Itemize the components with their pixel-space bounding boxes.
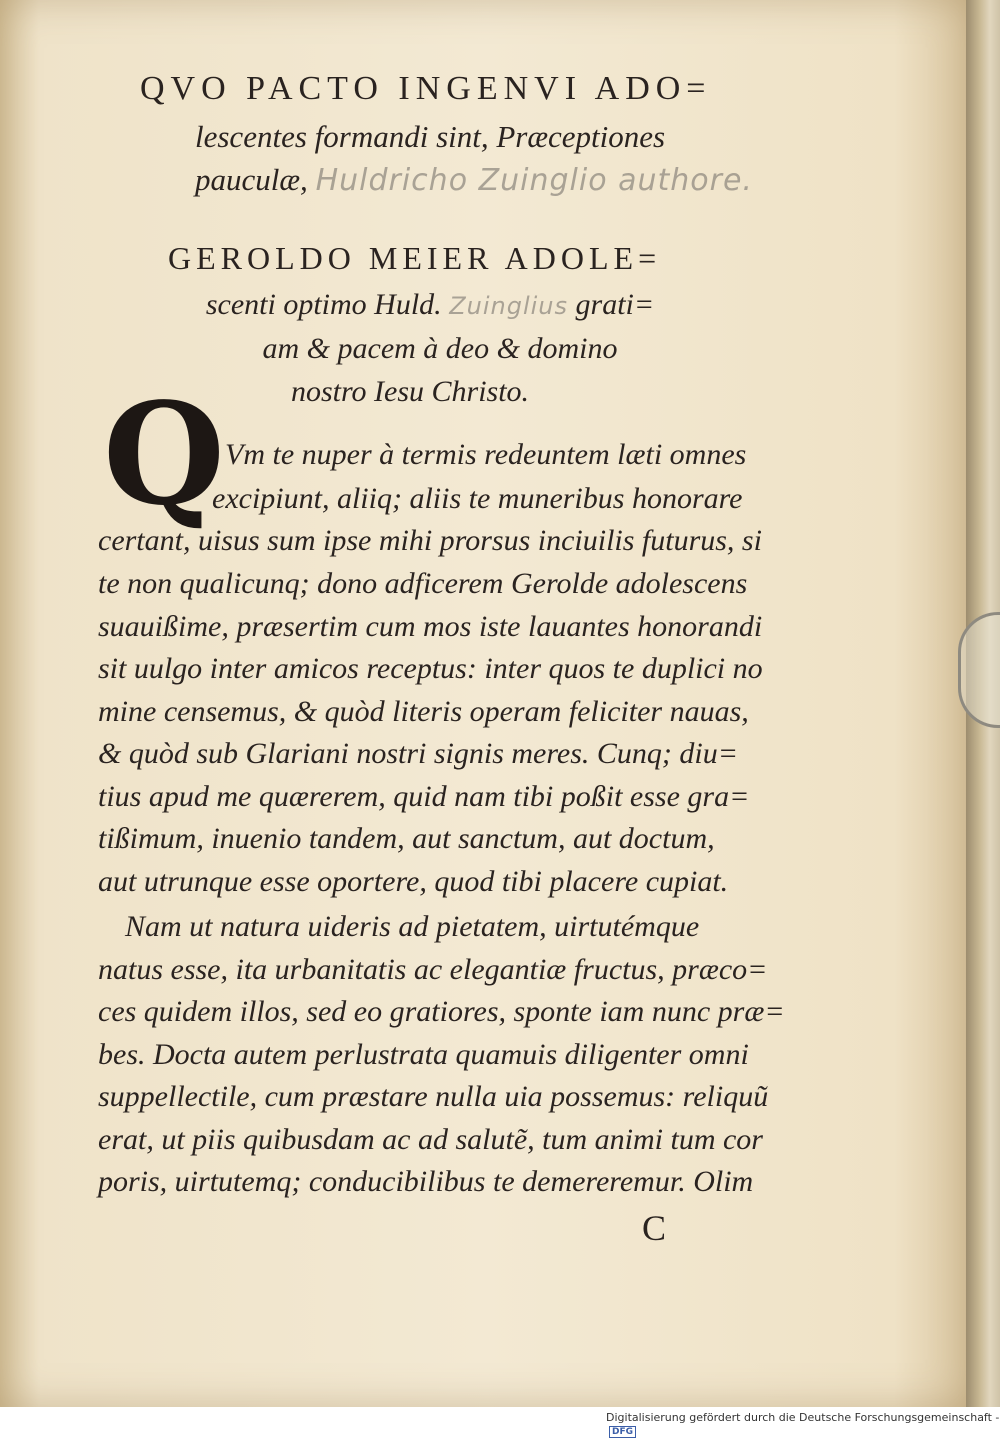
title-line-2: lescentes formandi sint, Præceptiones <box>195 119 666 154</box>
title-line-3-text: pauculæ, <box>195 162 308 197</box>
title-line-3 <box>195 158 755 202</box>
body-line: aut utrunque esse oportere, quod tibi placere cupiat. <box>98 865 729 898</box>
body-line: suppellectile, cum præstare nulla uia possemus: reliquũ <box>98 1080 769 1113</box>
body-line: certant, uisus sum ipse mihi prorsus inciuilis futurus, si <box>98 524 762 557</box>
body-line: natus esse, ita urbanitatis ac elegantiæ fructus, præco= <box>98 953 768 986</box>
body-line: excipiunt, aliiq; aliis te muneribus honorare <box>212 482 743 515</box>
body-line: te non qualicunq; dono adficerem Gerolde adolescens <box>98 567 748 600</box>
footer-text: Digitalisierung gefördert durch die Deutsche Forschungsgemeinschaft - <box>606 1411 1000 1424</box>
dedication-line-2b: grati= <box>575 288 655 321</box>
body-line: sit uulgo inter amicos receptus: inter quos te duplici no <box>98 652 763 685</box>
footer <box>606 1411 1000 1438</box>
body-line: bes. Docta autem perlustrata quamuis diligenter omni <box>98 1038 749 1071</box>
dedication-line-1: GEROLDO MEIER ADOLE= <box>168 240 662 276</box>
handwritten-annotation: Huldricho Zuinglio authore. <box>315 163 753 198</box>
dedication-line-3: am & pacem à deo & domino <box>262 332 618 365</box>
dfg-logo: DFG <box>609 1426 636 1438</box>
dedication-handwritten: Zuinglius <box>449 292 569 320</box>
title-block <box>195 115 755 202</box>
drop-cap-initial: Q <box>103 373 225 537</box>
body-line: tißimum, inuenio tandem, aut sanctum, aut doctum, <box>98 822 715 855</box>
body-line: suauißime, præsertim cum mos iste lauantes honorandi <box>98 610 763 643</box>
body-line: erat, ut piis quibusdam ac ad salutẽ, tum animi tum cor <box>98 1123 763 1156</box>
body-line: Nam ut natura uideris ad pietatem, uirtutémque <box>125 910 700 943</box>
title-line-1: QVO PACTO INGENVI ADO= <box>140 70 712 107</box>
signature-mark: C <box>642 1208 667 1248</box>
dedication-line-4: nostro Iesu Christo. <box>290 375 530 408</box>
dedication-line-2a: scenti optimo Huld. <box>205 288 442 321</box>
body-line: Vm te nuper à termis redeuntem læti omnes <box>225 438 747 471</box>
body-line: poris, uirtutemq; conducibilibus te demereremur. Olim <box>98 1165 754 1198</box>
dedication-line-2 <box>130 288 730 322</box>
body-line: mine censemus, & quòd literis operam feliciter nauas, <box>98 695 749 728</box>
page-clip <box>958 612 1000 728</box>
body-line: tius apud me quærerem, quid nam tibi poßit esse gra= <box>98 780 750 813</box>
body-line: ces quidem illos, sed eo gratiores, sponte iam nunc præ= <box>98 995 785 1028</box>
body-line: & quòd sub Glariani nostri signis meres. Cunq; diu= <box>98 737 739 770</box>
